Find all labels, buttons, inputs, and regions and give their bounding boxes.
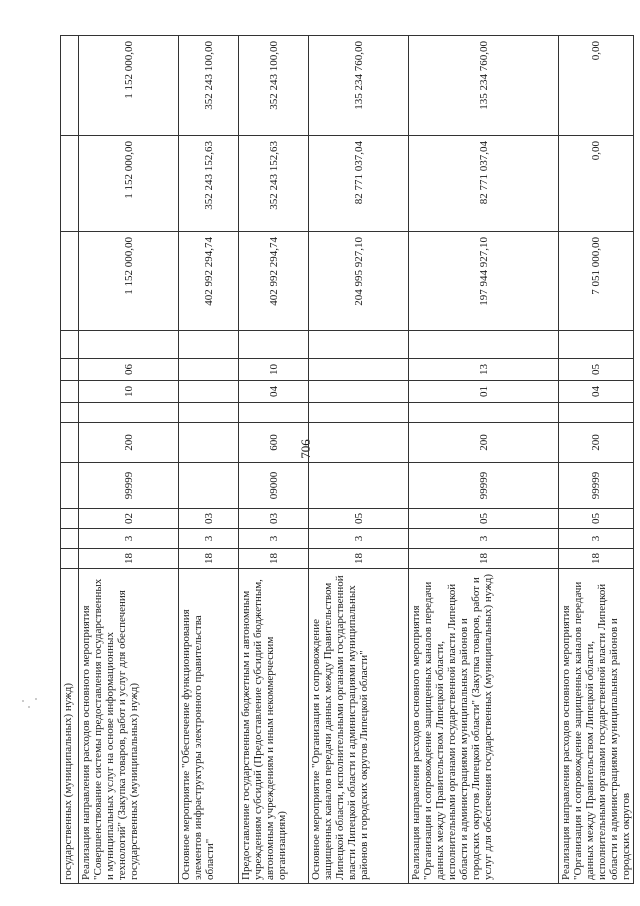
cell-ved: 18 (79, 549, 179, 569)
cell-a (309, 403, 409, 423)
cell-b: 04 (559, 381, 634, 403)
cell-description: Реализация направления расходов основного мероприятия "Совершенствование системы предоставления государственных и муниципальных услуг на основе информационных технологий" (Закупка товаров, работ и услуг для обеспечения государственных (муниципальных) нужд) (79, 569, 179, 884)
cell-a (79, 403, 179, 423)
table-row (179, 36, 239, 884)
budget-document (60, 36, 632, 884)
scan-speck (28, 706, 30, 708)
scan-speck (22, 700, 24, 702)
cell-b: 10 (79, 381, 179, 403)
cell-vr: 600 (239, 423, 309, 463)
cell-vr (309, 423, 409, 463)
cell-amount-2 (61, 136, 79, 232)
cell-a (409, 403, 559, 423)
cell-description: Основное мероприятие "Обеспечение функционирования элементов инфраструктуры электронного правительства области" (179, 569, 239, 884)
cell-amount-3: 135 234 760,00 (409, 36, 559, 136)
cell-b: 04 (239, 381, 309, 403)
cell-d (409, 331, 559, 359)
cell-description: Реализация направления расходов основного мероприятия "Организация и сопровождение защищенных каналов передачи данных между Правительством Липецкой области, исполнительными органами государственной власти Липецкой области и администрациями муниципальных районов и городских округов (559, 569, 634, 884)
cell-a (239, 403, 309, 423)
cell-d (61, 331, 79, 359)
cell-amount-3: 1 152 000,00 (79, 36, 179, 136)
scan-speck (35, 698, 37, 700)
cell-ved: 18 (559, 549, 634, 569)
cell-rz: 3 (409, 529, 559, 549)
cell-a (559, 403, 634, 423)
cell-description: Основное мероприятие "Организация и сопровождение защищенных каналов передачи данных между Правительством Липецкой области, исполнительными органами государственной власти Липецкой области и администрациями муниципальных районов и городских округов Липецкой области" (309, 569, 409, 884)
cell-amount-2: 1 152 000,00 (79, 136, 179, 232)
cell-description: государственных (муниципальных) нужд) (61, 569, 79, 884)
cell-rz (61, 529, 79, 549)
cell-amount-3 (61, 36, 79, 136)
cell-amount-2: 82 771 037,04 (309, 136, 409, 232)
cell-amount-3: 352 243 100,00 (239, 36, 309, 136)
cell-amount-1: 402 992 294,74 (239, 232, 309, 331)
cell-c: 13 (409, 359, 559, 381)
rotated-table-wrapper (60, 36, 632, 884)
cell-description: Реализация направления расходов основного мероприятия "Организация и сопровождение защищенных каналов передачи данных между Правительством Липецкой области, исполнительными органами государственной власти Липецкой области и администрациями муниципальных районов и городских округов Липецкой области" (Закупка товаров, работ и услуг для обеспечения государственных (муниципальных) нужд) (409, 569, 559, 884)
cell-c (309, 359, 409, 381)
cell-amount-3: 0,00 (559, 36, 634, 136)
cell-d (179, 331, 239, 359)
cell-ved: 18 (309, 549, 409, 569)
budget-table (60, 35, 634, 884)
cell-csr (309, 463, 409, 509)
cell-rz: 3 (309, 529, 409, 549)
cell-amount-2: 352 243 152,63 (179, 136, 239, 232)
cell-rz: 3 (79, 529, 179, 549)
cell-rz: 3 (179, 529, 239, 549)
cell-vr: 200 (79, 423, 179, 463)
cell-rz: 3 (559, 529, 634, 549)
cell-b (179, 381, 239, 403)
cell-csr: 99999 (409, 463, 559, 509)
cell-pr: 05 (409, 509, 559, 529)
cell-c: 10 (239, 359, 309, 381)
cell-amount-1: 204 995 927,10 (309, 232, 409, 331)
cell-c (61, 359, 79, 381)
cell-amount-1 (61, 232, 79, 331)
cell-vr (179, 423, 239, 463)
cell-b (61, 381, 79, 403)
cell-csr: 09000 (239, 463, 309, 509)
cell-c: 05 (559, 359, 634, 381)
cell-ved: 18 (409, 549, 559, 569)
cell-rz: 3 (239, 529, 309, 549)
cell-csr (61, 463, 79, 509)
cell-b: 01 (409, 381, 559, 403)
cell-pr: 02 (79, 509, 179, 529)
page-number: 706 (297, 439, 313, 459)
cell-csr: 99999 (559, 463, 634, 509)
cell-vr (61, 423, 79, 463)
cell-a (61, 403, 79, 423)
cell-amount-2: 82 771 037,04 (409, 136, 559, 232)
cell-d (239, 331, 309, 359)
cell-description: Предоставление государственным бюджетным и автономным учреждениям субсидий (Предоставление субсидий бюджетным, автономным учреждениям и иным некоммерческим организациям) (239, 569, 309, 884)
cell-d (559, 331, 634, 359)
cell-amount-2: 352 243 152,63 (239, 136, 309, 232)
cell-ved: 18 (179, 549, 239, 569)
table-row (239, 36, 309, 884)
cell-ved (61, 549, 79, 569)
cell-ved: 18 (239, 549, 309, 569)
table-row (309, 36, 409, 884)
cell-vr: 200 (559, 423, 634, 463)
cell-a (179, 403, 239, 423)
table-row (559, 36, 634, 884)
cell-vr: 200 (409, 423, 559, 463)
cell-pr: 03 (179, 509, 239, 529)
cell-amount-1: 197 944 927,10 (409, 232, 559, 331)
cell-pr (61, 509, 79, 529)
cell-pr: 05 (559, 509, 634, 529)
cell-amount-1: 1 152 000,00 (79, 232, 179, 331)
cell-amount-1: 402 992 294,74 (179, 232, 239, 331)
table-row (79, 36, 179, 884)
cell-csr: 99999 (79, 463, 179, 509)
cell-c (179, 359, 239, 381)
cell-d (79, 331, 179, 359)
cell-b (309, 381, 409, 403)
table-row (409, 36, 559, 884)
cell-pr: 05 (309, 509, 409, 529)
cell-amount-3: 352 243 100,00 (179, 36, 239, 136)
cell-d (309, 331, 409, 359)
cell-csr (179, 463, 239, 509)
cell-c: 06 (79, 359, 179, 381)
cell-amount-1: 7 051 000,00 (559, 232, 634, 331)
table-row (61, 36, 79, 884)
cell-amount-3: 135 234 760,00 (309, 36, 409, 136)
cell-amount-2: 0,00 (559, 136, 634, 232)
cell-pr: 03 (239, 509, 309, 529)
